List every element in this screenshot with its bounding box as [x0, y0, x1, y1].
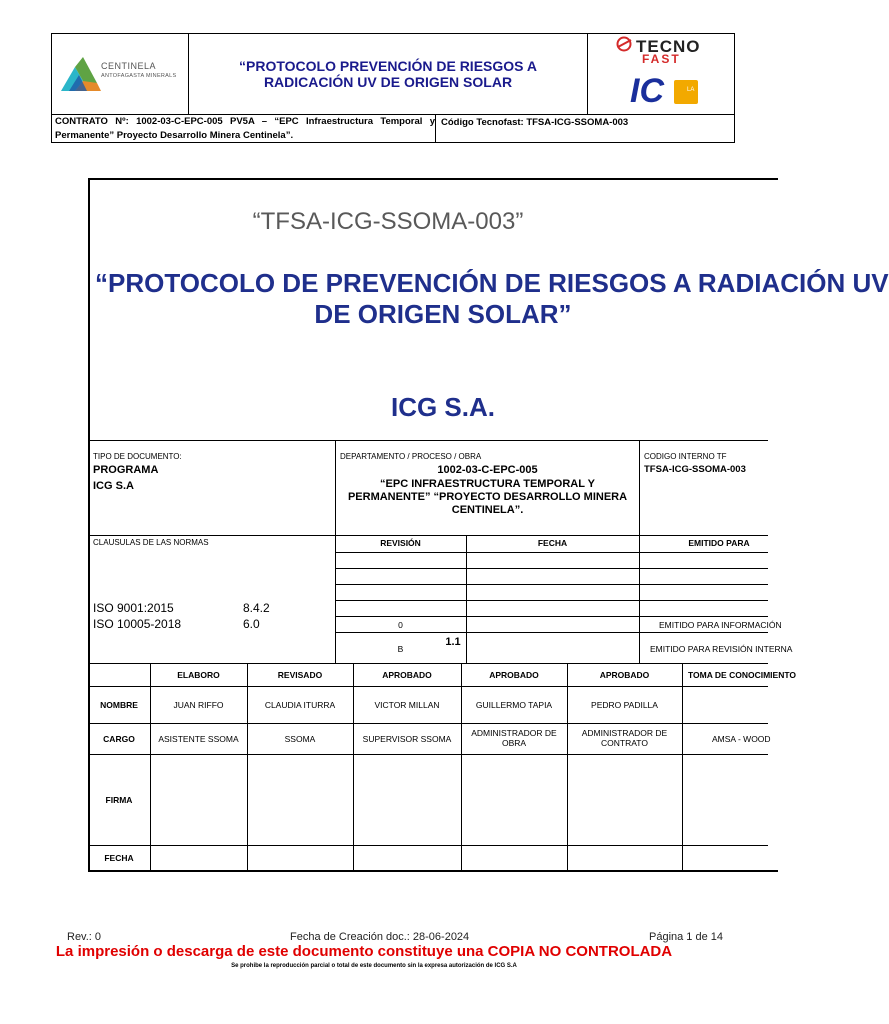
- info-table-divider-1: [335, 440, 336, 536]
- department-value-1: 1002-03-C-EPC-005: [437, 464, 538, 476]
- date-header: FECHA: [537, 538, 568, 548]
- name-aprobado-3: PEDRO PADILLA: [591, 700, 658, 710]
- tecnofast-brand-text: TECNO: [636, 37, 701, 56]
- name-aprobado-1: VICTOR MILLAN: [374, 700, 440, 710]
- svg-text:LA: LA: [687, 87, 695, 93]
- norm-clause-1: 8.4.2: [243, 601, 270, 615]
- role-toma: AMSA - WOOD: [712, 734, 771, 744]
- approval-col-line-3: [353, 663, 354, 871]
- tecnofast-brand-subtext: FAST: [642, 52, 681, 66]
- cover-document-code: “TFSA-ICG-SSOMA-003”: [252, 208, 524, 235]
- row-label-nombre: NOMBRE: [100, 700, 138, 710]
- approval-col-line-1: [150, 663, 151, 871]
- revision-table-divider-3: [639, 535, 640, 663]
- header-title: “PROTOCOLO PREVENCIÓN DE RIESGOS A RADICACIÓN UV DE ORIGEN SOLAR: [239, 57, 537, 90]
- name-revisado: CLAUDIA ITURRA: [264, 700, 336, 710]
- footer-created-date: Fecha de Creación doc.: 28-06-2024: [290, 931, 470, 943]
- revision-row-2-issued: EMITIDO PARA REVISIÓN INTERNA: [650, 644, 793, 654]
- department-label: DEPARTAMENTO / PROCESO / OBRA: [340, 452, 482, 461]
- approval-table-bottom-border: [88, 870, 768, 871]
- approval-sign-line: [88, 845, 768, 846]
- approval-role-line: [88, 754, 768, 755]
- doc-type-value-2: ICG S.A: [93, 480, 134, 492]
- revision-header: REVISIÓN: [380, 538, 421, 548]
- norms-label: CLAUSULAS DE LAS NORMAS: [93, 538, 209, 547]
- doc-type-value-1: PROGRAMA: [93, 464, 159, 476]
- revision-row-line-6: [335, 632, 768, 633]
- centinela-brand-subtext: ANTOFAGASTA MINERALS: [101, 73, 177, 79]
- name-elaboro: JUAN RIFFO: [173, 700, 224, 710]
- internal-code-label: CODIGO INTERNO TF: [644, 452, 727, 461]
- row-label-firma: FIRMA: [105, 795, 133, 805]
- approval-header-elaboro: ELABORO: [177, 670, 220, 680]
- approval-header-aprobado-1: APROBADO: [382, 670, 432, 680]
- svg-text:IC: IC: [630, 72, 664, 110]
- approval-col-line-4: [461, 663, 462, 871]
- revision-row-line-1: [335, 552, 768, 553]
- row-label-fecha: FECHA: [104, 853, 134, 863]
- contract-text: CONTRATO Nº: 1002-03-C-EPC-005 PV5A – “EPC Infraestructura Temporal y Permanente” Proyecto Desarrollo Minera Centinela”.: [55, 116, 435, 141]
- role-aprobado-2: ADMINISTRADOR DE OBRA: [471, 728, 557, 748]
- approval-header-toma: TOMA DE CONOCIMIENTO: [688, 670, 796, 680]
- approval-header-aprobado-3: APROBADO: [599, 670, 650, 680]
- footer-page-number: Página 1 de 14: [649, 931, 724, 943]
- reproduction-notice: Se prohibe la reproducción parcial o total de este documento sin la expresa autorización de ICG S.A: [231, 963, 517, 969]
- row-label-cargo: CARGO: [103, 734, 135, 744]
- approval-col-line-5: [567, 663, 568, 871]
- centinela-logo-icon: [57, 53, 105, 95]
- cover-title-line-2: DE ORIGEN SOLAR”: [314, 299, 572, 329]
- norm-clause-2: 6.0: [243, 617, 260, 631]
- approval-header-revisado: REVISADO: [277, 670, 323, 680]
- revision-row-line-2: [335, 568, 768, 569]
- revision-row-1-rev: 0: [398, 620, 403, 630]
- doc-type-label: TIPO DE DOCUMENTO:: [93, 452, 182, 461]
- info-table-top-border: [88, 440, 768, 441]
- approval-header-line: [88, 686, 768, 687]
- revision-row-line-5: [335, 616, 768, 617]
- revision-row-line-4: [335, 600, 768, 601]
- revision-row-line-3: [335, 584, 768, 585]
- approval-col-line-6: [682, 663, 683, 871]
- approval-header-aprobado-2: APROBADO: [489, 670, 539, 680]
- norm-item-1: ISO 9001:2015: [93, 601, 174, 615]
- issued-for-header: EMITIDO PARA: [688, 538, 750, 548]
- cover-title: [88, 268, 889, 330]
- name-aprobado-2: GUILLERMO TAPIA: [475, 700, 553, 710]
- header-divider: [435, 114, 436, 143]
- centinela-brand-text: CENTINELA: [101, 61, 157, 71]
- tecnofast-code: Código Tecnofast: TFSA-ICG-SSOMA-003: [441, 117, 629, 128]
- revision-row-2-date: 1.1: [445, 636, 461, 648]
- revision-row-2-rev: B: [397, 644, 404, 654]
- internal-code-value: TFSA-ICG-SSOMA-003: [644, 464, 746, 475]
- cover-company: ICG S.A.: [390, 392, 495, 422]
- department-value-2: “EPC INFRAESTRUCTURA TEMPORAL Y PERMANENTE” “PROYECTO DESARROLLO MINERA CENTINELA”.: [347, 478, 628, 516]
- approval-name-line: [88, 723, 768, 724]
- icg-logo-icon: [630, 70, 702, 110]
- info-table-divider-2: [639, 440, 640, 536]
- approval-table-top-border: [88, 663, 768, 664]
- approval-col-line-2: [247, 663, 248, 871]
- norm-item-2: ISO 10005-2018: [93, 617, 182, 631]
- role-aprobado-3: ADMINISTRADOR DE CONTRATO: [581, 728, 668, 748]
- norms-table-top-border: [88, 535, 768, 536]
- role-revisado: SSOMA: [284, 734, 316, 744]
- role-elaboro: ASISTENTE SSOMA: [158, 734, 239, 744]
- role-aprobado-1: SUPERVISOR SSOMA: [362, 734, 452, 744]
- uncontrolled-copy-warning: La impresión o descarga de este documento constituye una COPIA NO CONTROLADA: [55, 943, 673, 960]
- header-title-cell: [189, 33, 588, 114]
- cover-title-line-1: “PROTOCOLO DE PREVENCIÓN DE RIESGOS A RADIACIÓN UV: [95, 268, 889, 298]
- tecnofast-emblem-icon: [615, 36, 635, 52]
- revision-row-1-issued: EMITIDO PARA INFORMACIÓN: [659, 620, 782, 630]
- footer-revision: Rev.: 0: [67, 931, 102, 943]
